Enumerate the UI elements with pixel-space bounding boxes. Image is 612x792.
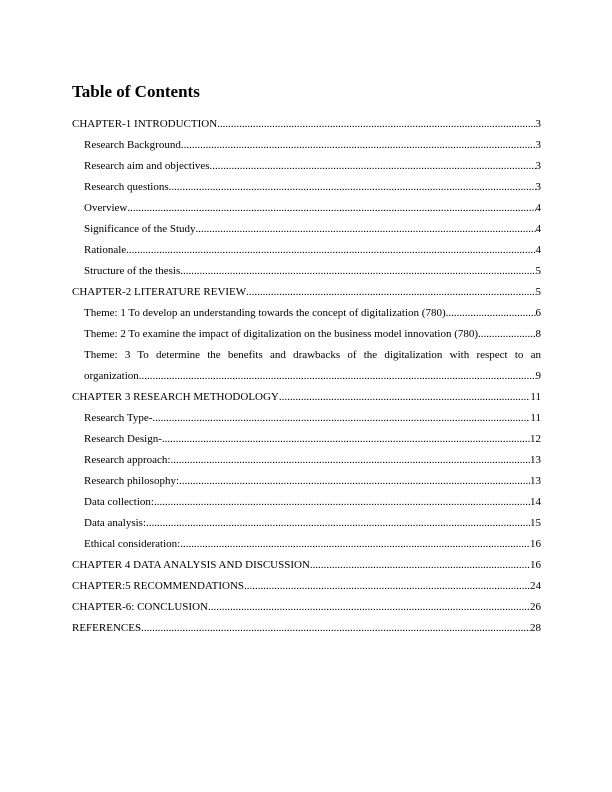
toc-entry-text: CHAPTER:5 RECOMMENDATIONS [72, 580, 245, 592]
toc-entry-research-philosophy[interactable] [72, 471, 541, 492]
toc-entry-text: Rationale [84, 244, 127, 256]
toc-entry-ethical-consideration[interactable] [72, 534, 541, 555]
toc-entry-data-collection[interactable] [72, 492, 541, 513]
toc-entry-page: 26 [530, 601, 541, 613]
toc-entry-text: Theme: 1 To develop an understanding towards the concept of digitalization (780) [84, 307, 446, 319]
toc-leader [279, 387, 531, 408]
toc-leader [246, 282, 535, 303]
toc-entry-text: Research Design- [84, 433, 162, 445]
toc-entry-overview[interactable] [72, 198, 541, 219]
toc-entry-theme-3-line2[interactable] [72, 366, 541, 387]
toc-leader [181, 135, 536, 156]
toc-entry-chapter-4[interactable] [72, 555, 541, 576]
toc-entry-rationale[interactable] [72, 240, 541, 261]
toc-entry-text: CHAPTER 4 DATA ANALYSIS AND DISCUSSION [72, 559, 310, 571]
toc-entry-page: 24 [530, 580, 541, 592]
toc-entry-text: Data analysis: [84, 517, 147, 529]
toc-entry-page: 12 [530, 433, 541, 445]
toc-entry-text: Data collection: [84, 496, 154, 508]
toc-leader [208, 597, 530, 618]
toc-entry-page: 28 [530, 622, 541, 634]
toc-entry-text: Research philosophy: [84, 475, 180, 487]
toc-entry-text: Structure of the thesis [84, 265, 181, 277]
toc-entry-page: 9 [535, 370, 541, 382]
toc-leader [217, 114, 535, 135]
toc-entry-chapter-2[interactable] [72, 282, 541, 303]
toc-leader [146, 513, 530, 534]
toc-entry-theme-3-line1[interactable]: Theme: 3 To determine the benefits and drawbacks of the digitalization with respect to an [84, 349, 541, 361]
toc-entry-page: 5 [535, 286, 541, 298]
toc-entry-text: Theme: 2 To examine the impact of digitalization on the business model innovation (780) [84, 328, 479, 340]
toc-entry-theme-2[interactable] [72, 324, 541, 345]
toc-entry-text: Research aim and objectives [84, 160, 210, 172]
toc-entry-page: 11 [530, 391, 541, 403]
toc-entry-page: 5 [535, 265, 541, 277]
toc-entry-chapter-5[interactable] [72, 576, 541, 597]
toc-leader [179, 471, 530, 492]
toc-leader [170, 450, 530, 471]
toc-entry-chapter-1[interactable] [72, 114, 541, 135]
toc-entry-text: CHAPTER-1 INTRODUCTION [72, 118, 218, 130]
toc-entry-page: 6 [535, 307, 541, 319]
toc-leader [141, 618, 530, 639]
toc-entry-page: 4 [535, 202, 541, 214]
toc-entry-text: Research questions [84, 181, 169, 193]
toc-entry-page: 3 [535, 160, 541, 172]
toc-entry-page: 4 [535, 244, 541, 256]
toc-leader [244, 576, 530, 597]
toc-entry-text: Overview [84, 202, 128, 214]
toc-leader [446, 303, 536, 324]
toc-leader [162, 429, 530, 450]
toc-leader [180, 534, 530, 555]
toc-entry-research-type[interactable] [72, 408, 541, 429]
toc-entry-research-aim[interactable] [72, 156, 541, 177]
toc-entry-research-approach[interactable] [72, 450, 541, 471]
toc-entry-text: Research Background [84, 139, 181, 151]
toc-leader [154, 492, 530, 513]
toc-entry-page: 14 [530, 496, 541, 508]
toc-leader [180, 261, 535, 282]
toc-entry-text: Significance of the Study [84, 223, 196, 235]
toc-entry-text: Research approach: [84, 454, 171, 466]
toc-entry-page: 3 [535, 139, 541, 151]
toc-entry-text: Research Type- [84, 412, 153, 424]
toc-entry-structure[interactable] [72, 261, 541, 282]
toc-entry-research-background[interactable] [72, 135, 541, 156]
toc-leader [126, 240, 535, 261]
toc-entry-text: CHAPTER-6: CONCLUSION [72, 601, 208, 613]
toc-entry-chapter-6[interactable] [72, 597, 541, 618]
toc-entry-chapter-3[interactable] [72, 387, 541, 408]
toc-entry-text: Ethical consideration: [84, 538, 181, 550]
toc-entry-page: 16 [530, 538, 541, 550]
toc-entry-text: CHAPTER-2 LITERATURE REVIEW [72, 286, 247, 298]
toc-entry-page: 13 [530, 454, 541, 466]
toc-leader [139, 366, 536, 387]
toc-entry-page: 15 [530, 517, 541, 529]
toc-entry-page: 13 [530, 475, 541, 487]
toc-entry-significance[interactable] [72, 219, 541, 240]
toc-leader [210, 156, 536, 177]
toc-entry-page: 3 [535, 118, 541, 130]
toc-leader [152, 408, 530, 429]
toc-entry-page: 4 [535, 223, 541, 235]
toc-entry-page: 11 [530, 412, 541, 424]
toc-entry-references[interactable] [72, 618, 541, 639]
toc-leader [196, 219, 536, 240]
toc-title: Table of Contents [72, 82, 200, 101]
toc-entry-theme-1[interactable] [72, 303, 541, 324]
toc-entry-text: organization [84, 370, 139, 382]
toc-entry-research-design[interactable] [72, 429, 541, 450]
toc-leader [169, 177, 536, 198]
toc-entry-text: CHAPTER 3 RESEARCH METHODOLOGY [72, 391, 279, 403]
toc-list [72, 114, 541, 639]
toc-entry-page: 8 [535, 328, 541, 340]
toc-leader [478, 324, 535, 345]
toc-entry-text: REFERENCES [72, 622, 142, 634]
toc-entry-page: 3 [535, 181, 541, 193]
toc-leader [127, 198, 535, 219]
toc-entry-page: 16 [530, 559, 541, 571]
toc-entry-research-questions[interactable] [72, 177, 541, 198]
toc-leader [310, 555, 530, 576]
toc-entry-data-analysis[interactable] [72, 513, 541, 534]
